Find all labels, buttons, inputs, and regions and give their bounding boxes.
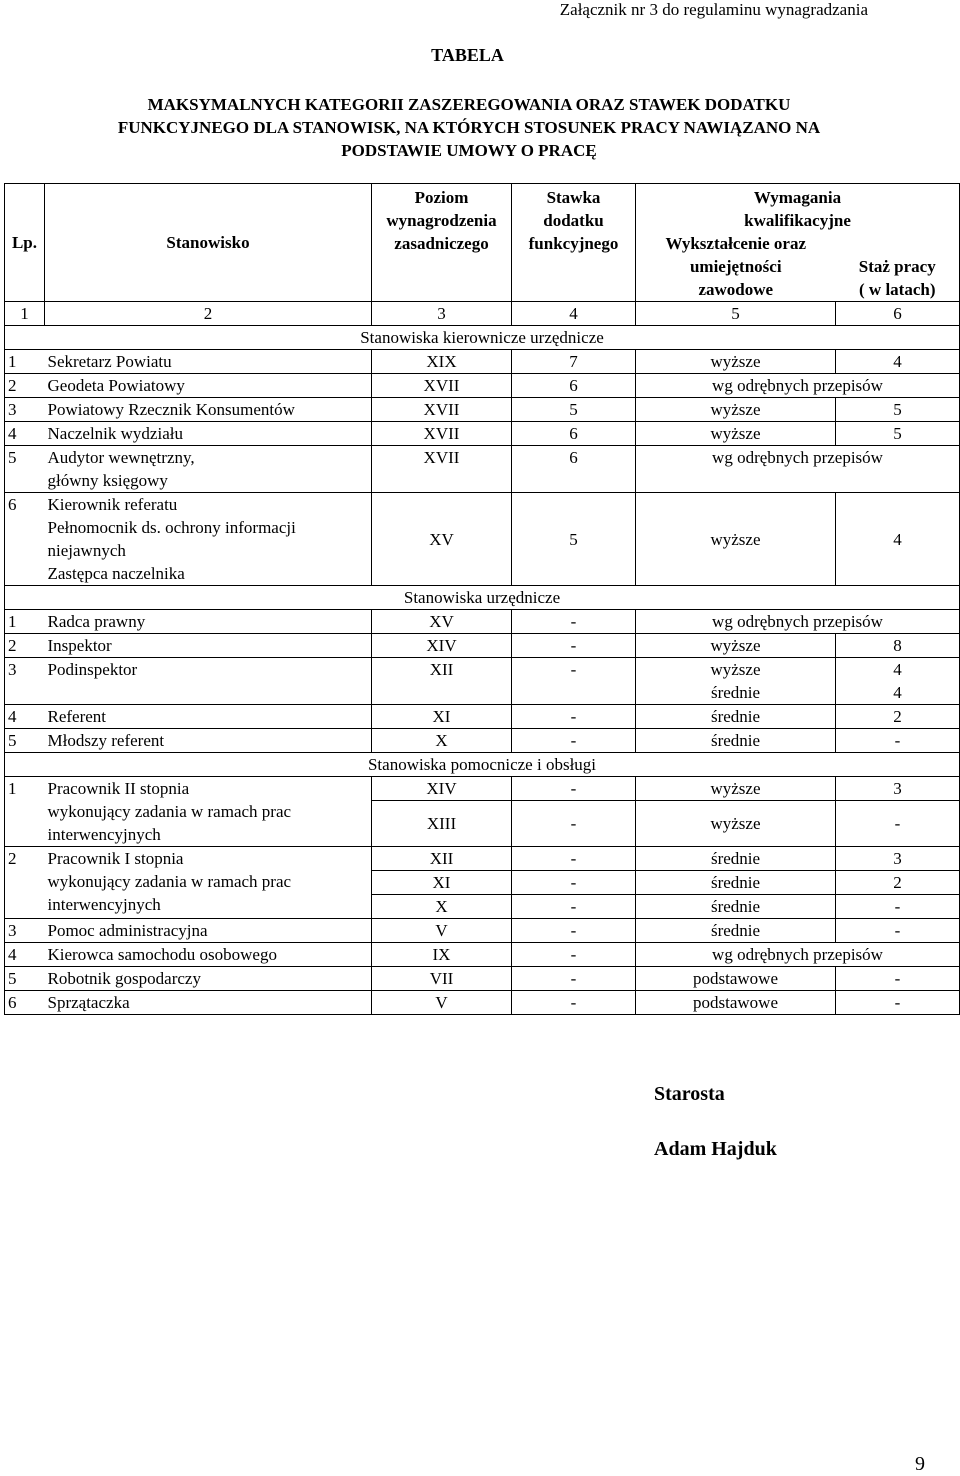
signature-name: Adam Hajduk [654,1138,777,1160]
document-heading [0,93,938,162]
table-row: 5 Młodszy referent X - średnie - [5,729,960,753]
heading-line: PODSTAWIE UMOWY O PRACĘ [341,141,597,160]
table-row: X - średnie - [5,895,960,919]
row-name: Pracownik I stopnia wykonujący zadania w ramach prac interwencyjnych [45,847,372,919]
heading-line: MAKSYMALNYCH KATEGORII ZASZEREGOWANIA ORAZ STAWEK DODATKU [147,95,791,114]
col-num: 2 [45,302,372,326]
signature-title: Starosta [654,1083,725,1105]
heading-line: FUNKCYJNEGO DLA STANOWISK, NA KTÓRYCH STOSUNEK PRACY NAWIĄZANO NA [117,118,821,137]
annex-note: Załącznik nr 3 do regulaminu wynagradzania [559,0,868,19]
column-number-row [5,302,960,326]
header-row [5,184,960,233]
section-pomocnicze: Stanowiska pomocnicze i obsługi [5,753,960,777]
row-name: Audytor wewnętrzny, główny księgowy [45,446,372,493]
table-row: 2 Inspektor XIV - wyższe 8 [5,634,960,658]
page-number: 9 [915,1453,925,1475]
table-row: 6 Kierownik referatu Pełnomocnik ds. ochrony informacji niejawnych Zastępca naczelnika XV 5 wyższe 4 [5,493,960,586]
header-wymagania: Wymagania kwalifikacyjne [636,184,960,233]
table-row: XI - średnie 2 [5,871,960,895]
table-row: 2 Geodeta Powiatowy XVII 6 wg odrębnych przepisów [5,374,960,398]
table-row: 3 Powiatowy Rzecznik Konsumentów XVII 5 wyższe 5 [5,398,960,422]
section-row [5,753,960,777]
table-row: 6 Sprzątaczka V - podstawowe - [5,991,960,1015]
header-lp: Lp. [5,184,45,302]
col-num: 6 [836,302,960,326]
table-row: 1 Sekretarz Powiatu XIX 7 wyższe 4 [5,350,960,374]
header-staz: Staż pracy ( w latach) [836,232,960,302]
table-row: 1 Radca prawny XV - wg odrębnych przepisów [5,610,960,634]
col-num: 1 [5,302,45,326]
header-stawka: Stawka dodatku funkcyjnego [512,184,636,302]
header-wyksztalcenie: Wykształcenie oraz umiejętności zawodowe [636,232,836,302]
section-row [5,586,960,610]
table-label: TABELA [431,45,504,65]
section-urzednicze: Stanowiska urzędnicze [5,586,960,610]
col-num: 4 [512,302,636,326]
section-kierownicze: Stanowiska kierownicze urzędnicze [5,326,960,350]
table-row: 2 Pracownik I stopnia wykonujący zadania w ramach prac interwencyjnych XII - średnie 3 [5,847,960,871]
table-row: 5 Robotnik gospodarczy VII - podstawowe - [5,967,960,991]
col-num: 3 [372,302,512,326]
salary-table [4,183,960,1015]
header-poziom: Poziom wynagrodzenia zasadniczego [372,184,512,302]
table-row: 3 Pomoc administracyjna V - średnie - [5,919,960,943]
table-row: XIII - wyższe - [5,801,960,847]
row-name: Pracownik II stopnia wykonujący zadania w ramach prac interwencyjnych [45,777,372,847]
col-num: 5 [636,302,836,326]
table-row: 4 Kierowca samochodu osobowego IX - wg odrębnych przepisów [5,943,960,967]
table-row: 4 Naczelnik wydziału XVII 6 wyższe 5 [5,422,960,446]
row-name: Kierownik referatu Pełnomocnik ds. ochrony informacji niejawnych Zastępca naczelnika [45,493,372,586]
table-row: 4 Referent XI - średnie 2 [5,705,960,729]
section-row [5,326,960,350]
table-row: 5 Audytor wewnętrzny, główny księgowy XVII 6 wg odrębnych przepisów [5,446,960,493]
table-row: 3 Podinspektor XII - wyższe średnie 4 4 [5,658,960,705]
table-row: 1 Pracownik II stopnia wykonujący zadania w ramach prac interwencyjnych XIV - wyższe 3 [5,777,960,801]
header-stanowisko: Stanowisko [45,184,372,302]
